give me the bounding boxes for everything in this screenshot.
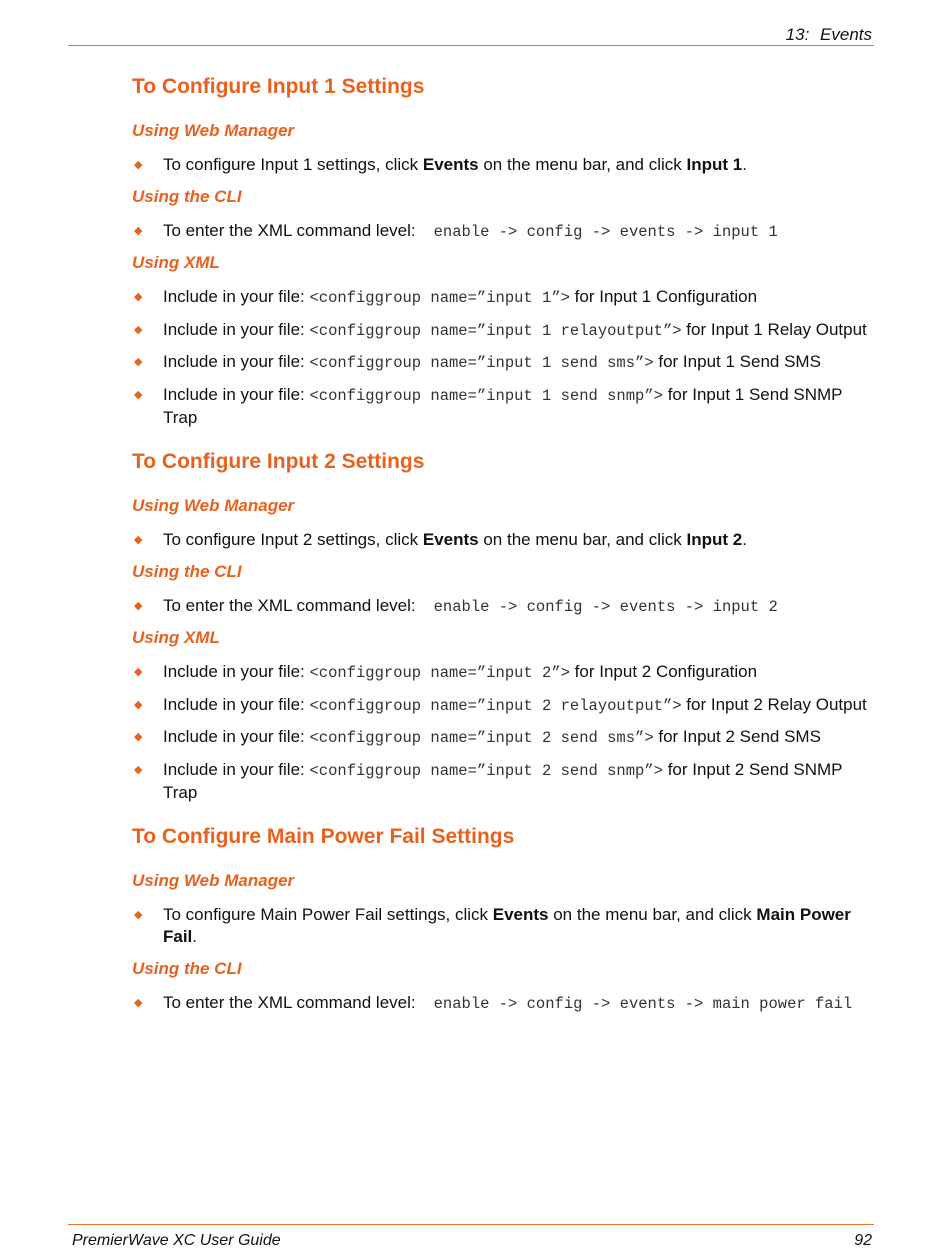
xml-code: <configgroup name=”input 2 relayoutput”> (309, 696, 682, 715)
xml-code: <configgroup name=”input 2”> (309, 664, 570, 682)
web-manager-heading: Using Web Manager (132, 871, 295, 890)
chapter-title: 13: Events (785, 25, 872, 44)
xml-code: <configgroup name=”input 1 send sms”> (309, 354, 654, 372)
diamond-bullet-icon: ◆ (134, 534, 143, 546)
list-item: ◆ To enter the XML command level: enable -> config -> events -> input 1 (134, 220, 778, 241)
list-item: ◆ To configure Main Power Fail settings, click Events on the menu bar, and click Main Power Fail. (134, 905, 851, 946)
page-footer (68, 1224, 874, 1253)
section-title: To Configure Main Power Fail Settings (132, 825, 515, 848)
list-item: ◆ To configure Input 2 settings, click Events on the menu bar, and click Input 2. (134, 530, 747, 549)
diamond-bullet-icon: ◆ (134, 996, 143, 1009)
section-input-2 (132, 447, 877, 804)
cli-command: enable -> config -> events -> input 2 (433, 597, 778, 616)
list-item: ◆ Include in your file: <configgroup name=”input 2”> for Input 2 Configuration (134, 662, 758, 682)
section-title: To Configure Input 2 Settings (132, 450, 425, 473)
diamond-bullet-icon: ◆ (134, 909, 143, 921)
diamond-bullet-icon: ◆ (134, 291, 143, 303)
diamond-bullet-icon: ◆ (134, 224, 143, 237)
web-manager-list (132, 529, 877, 551)
section-title: To Configure Input 1 Settings (132, 75, 425, 98)
diamond-bullet-icon: ◆ (134, 356, 143, 368)
cli-heading: Using the CLI (132, 561, 242, 581)
cli-list (132, 595, 877, 618)
list-item: ◆ Include in your file: <configgroup name=”input 2 relayoutput”> for Input 2 Relay Output (134, 694, 867, 715)
diamond-bullet-icon: ◆ (134, 763, 143, 776)
diamond-bullet-icon: ◆ (134, 159, 143, 171)
xml-code: <configgroup name=”input 2 send snmp”> (309, 761, 663, 780)
web-manager-heading: Using Web Manager (132, 496, 295, 515)
list-item: ◆ Include in your file: <configgroup name=”input 2 send sms”> for Input 2 Send SMS (134, 727, 821, 747)
xml-list (132, 286, 877, 429)
diamond-bullet-icon: ◆ (134, 666, 143, 678)
list-item: ◆ Include in your file: <configgroup name=”input 1 relayoutput”> for Input 1 Relay Output (134, 319, 867, 340)
diamond-bullet-icon: ◆ (134, 698, 143, 711)
list-item: ◆ To enter the XML command level: enable -> config -> events -> input 2 (134, 595, 778, 616)
guide-title: PremierWave XC User Guide (72, 1232, 281, 1249)
section-input-1 (132, 72, 877, 429)
diamond-bullet-icon: ◆ (134, 323, 143, 336)
cli-command: enable -> config -> events -> input 1 (433, 222, 778, 241)
diamond-bullet-icon: ◆ (134, 599, 143, 612)
web-manager-list (132, 904, 877, 948)
page-header (68, 24, 874, 46)
web-manager-list (132, 154, 877, 176)
xml-code: <configgroup name=”input 1 relayoutput”> (309, 321, 682, 340)
xml-code: <configgroup name=”input 2 send sms”> (309, 729, 654, 747)
cli-list (132, 992, 877, 1015)
list-item: ◆ Include in your file: <configgroup name=”input 1 send sms”> for Input 1 Send SMS (134, 352, 821, 372)
xml-code: <configgroup name=”input 1 send snmp”> (309, 386, 663, 405)
list-item: ◆ Include in your file: <configgroup name=”input 1”> for Input 1 Configuration (134, 287, 758, 307)
xml-code: <configgroup name=”input 1”> (309, 289, 570, 307)
cli-command: enable -> config -> events -> main power fail (433, 994, 853, 1013)
cli-heading: Using the CLI (132, 186, 242, 206)
xml-heading: Using XML (132, 253, 220, 272)
list-item: ◆ Include in your file: <configgroup name=”input 2 send snmp”> for Input 2 Send SNMP Trap (134, 759, 843, 802)
page-content (132, 72, 877, 1024)
list-item: ◆ To configure Input 1 settings, click Events on the menu bar, and click Input 1. (134, 155, 747, 174)
web-manager-heading: Using Web Manager (132, 121, 295, 140)
xml-heading: Using XML (132, 628, 220, 647)
cli-heading: Using the CLI (132, 958, 242, 978)
list-item: ◆ To enter the XML command level: enable -> config -> events -> main power fail (134, 992, 853, 1013)
xml-list (132, 661, 877, 804)
page-number: 92 (854, 1232, 872, 1249)
section-main-power-fail (132, 822, 877, 1015)
cli-list (132, 220, 877, 243)
diamond-bullet-icon: ◆ (134, 388, 143, 401)
diamond-bullet-icon: ◆ (134, 731, 143, 743)
list-item: ◆ Include in your file: <configgroup name=”input 1 send snmp”> for Input 1 Send SNMP Trap (134, 384, 843, 427)
